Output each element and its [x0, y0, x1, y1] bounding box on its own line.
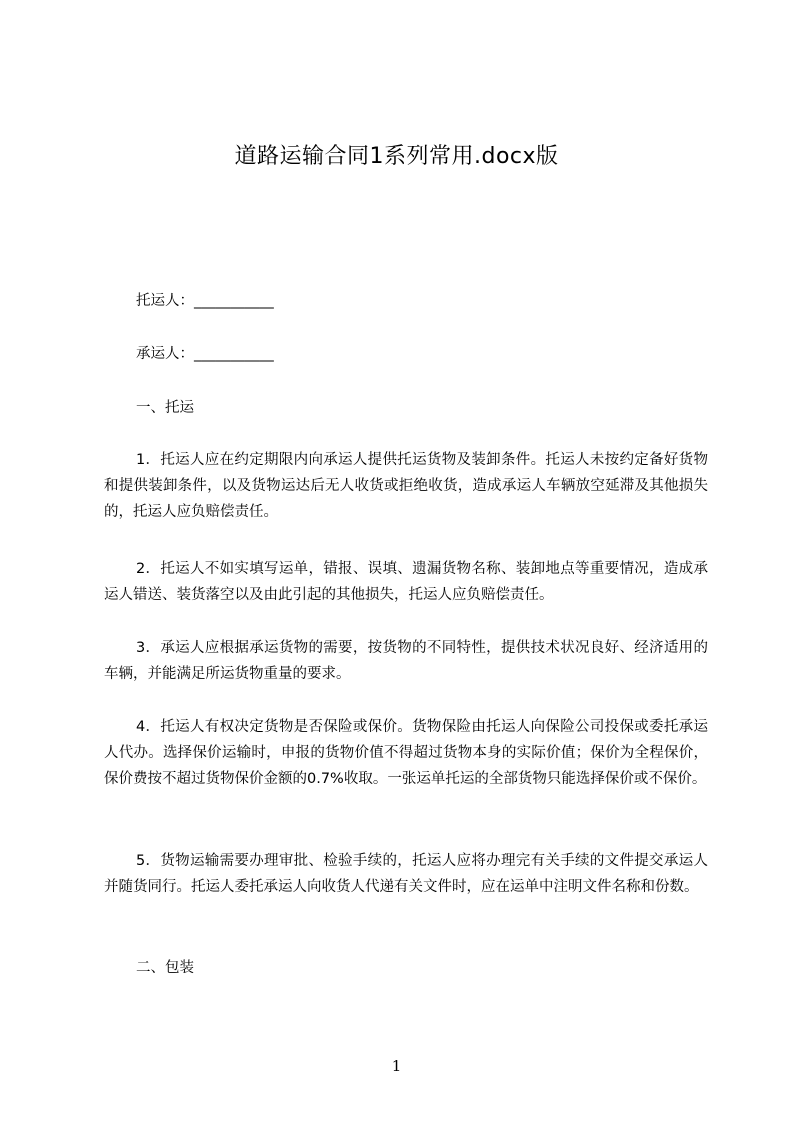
clause-2: 2．托运人不如实填写运单，错报、误填、遗漏货物名称、装卸地点等重要情况，造成承运人错送、装货落空以及由此引起的其他损失，托运人应负赔偿责任。 — [104, 561, 708, 603]
clause-5: 5．货物运输需要办理审批、检验手续的，托运人应将办理完有关手续的文件提交承运人并随货同行。托运人委托承运人向收货人代递有关文件时，应在运单中注明文件名称和份数。 — [104, 853, 708, 895]
document-title: 道路运输合同1系列常用.docx版 — [234, 144, 559, 169]
page-number: 1 — [391, 1057, 402, 1075]
section-heading-packaging: 二、包装 — [136, 960, 194, 976]
clause-3: 3．承运人应根据承运货物的需要，按货物的不同特性，提供技术状况良好、经济适用的车辆，并能满足所运货物重量的要求。 — [104, 640, 708, 682]
carrier-line: 承运人：___________ — [136, 346, 274, 362]
clause-4: 4．托运人有权决定货物是否保险或保价。货物保险由托运人向保险公司投保或委托承运人代办。选择保价运输时，申报的货物价值不得超过货物本身的实际价值；保价为全程保价，保价费按不超过货物保价金额的0.7%收取。一张运单托运的全部货物只能选择保价或不保价。 — [104, 719, 708, 787]
clause-1: 1．托运人应在约定期限内向承运人提供托运货物及装卸条件。托运人未按约定备好货物和提供装卸条件，以及货物运达后无人收货或拒绝收货，造成承运人车辆放空延滞及其他损失的，托运人应负赔偿责任。 — [104, 452, 708, 520]
shipper-line: 托运人：___________ — [136, 293, 274, 309]
section-heading-consignment: 一、托运 — [136, 400, 194, 416]
